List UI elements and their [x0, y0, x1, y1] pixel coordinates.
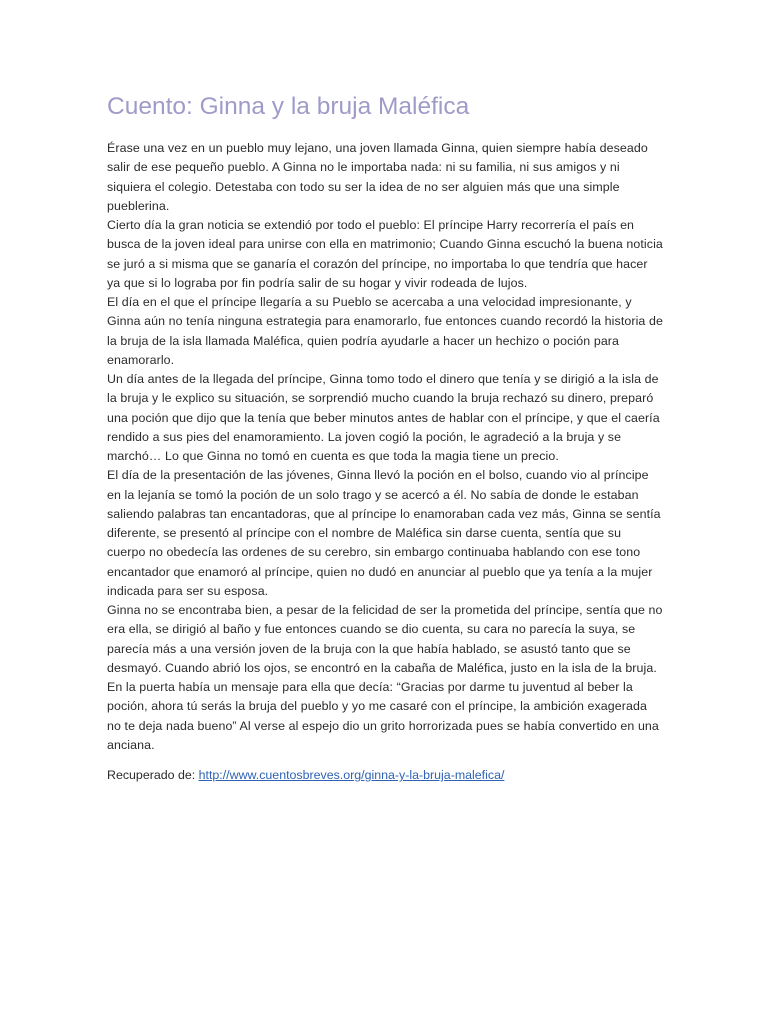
story-paragraph: Cierto día la gran noticia se extendió por todo el pueblo: El príncipe Harry recorrería el país en busca de la joven ideal para unirse con ella en matrimonio; Cuando Ginna escuchó la buena noticia se juró a si misma que se ganaría el corazón del príncipe, no importaba lo que tendría que hacer ya que si lo lograba por fin podría salir de su hogar y vivir rodeada de lujos.: [107, 218, 663, 290]
document-page: [107, 92, 663, 785]
story-paragraph: El día de la presentación de las jóvenes, Ginna llevó la poción en el bolso, cuando vio al príncipe en la lejanía se tomó la poción de un solo trago y se acercó a él. No sabía de donde le estaban saliendo palabras tan encantadoras, que al príncipe lo enamoraban cada vez más, Ginna se sentía diferente, se presentó al príncipe con el nombre de Maléfica sin darse cuenta, sentía que su cuerpo no obedecía las ordenes de su cerebro, sin embargo continuaba hablando con ese tono encantador que enamoró al príncipe, quien no dudó en anunciar al pueblo que ya tenía a la mujer indicada para ser su esposa.: [107, 468, 661, 598]
story-paragraph: Érase una vez en un pueblo muy lejano, una joven llamada Ginna, quien siempre había deseado salir de ese pequeño pueblo. A Ginna no le importaba nada: ni su familia, ni sus amigos y ni siquiera el colegio. Detestaba con todo su ser la idea de no ser alguien más que una simple pueblerina.: [107, 141, 648, 213]
story-paragraph: Ginna no se encontraba bien, a pesar de la felicidad de ser la prometida del príncipe, sentía que no era ella, se dirigió al baño y fue entonces cuando se dio cuenta, su cara no parecía la suya, se parecía más a una versión joven de la bruja con la que había hablado, se asustó tanto que se desmayó. Cuando abrió los ojos, se encontró en la cabaña de Maléfica, justo en la isla de la bruja. En la puerta había un mensaje para ella que decía: “Gracias por darme tu juventud al beber la poción, ahora tú serás la bruja del pueblo y yo me casaré con el príncipe, la ambición exagerada no te deja nada bueno” Al verse al espejo dio un grito horrorizada pues se había convertido en una anciana.: [107, 603, 663, 752]
source-line: [107, 766, 663, 785]
story-body: [107, 139, 663, 755]
source-link[interactable]: http://www.cuentosbreves.org/ginna-y-la-bruja-malefica/: [198, 768, 505, 782]
source-label: Recuperado de:: [107, 768, 199, 782]
story-paragraph: Un día antes de la llegada del príncipe, Ginna tomo todo el dinero que tenía y se dirigió a la isla de la bruja y le explico su situación, se sorprendió mucho cuando la bruja rechazó su dinero, preparó una poción que dijo que la tenía que beber minutos antes de hablar con el príncipe, y que el caería rendido a sus pies del enamoramiento. La joven cogió la poción, le agradeció a la bruja y se marchó… Lo que Ginna no tomó en cuenta es que toda la magia tiene un precio.: [107, 372, 660, 463]
page-title: Cuento: Ginna y la bruja Maléfica: [107, 93, 470, 120]
story-paragraph: El día en el que el príncipe llegaría a su Pueblo se acercaba a una velocidad impresionante, y Ginna aún no tenía ninguna estrategia para enamorarlo, fue entonces cuando recordó la historia de la bruja de la isla llamada Maléfica, quien podría ayudarle a hacer un hechizo o poción para enamorarlo.: [107, 295, 663, 367]
